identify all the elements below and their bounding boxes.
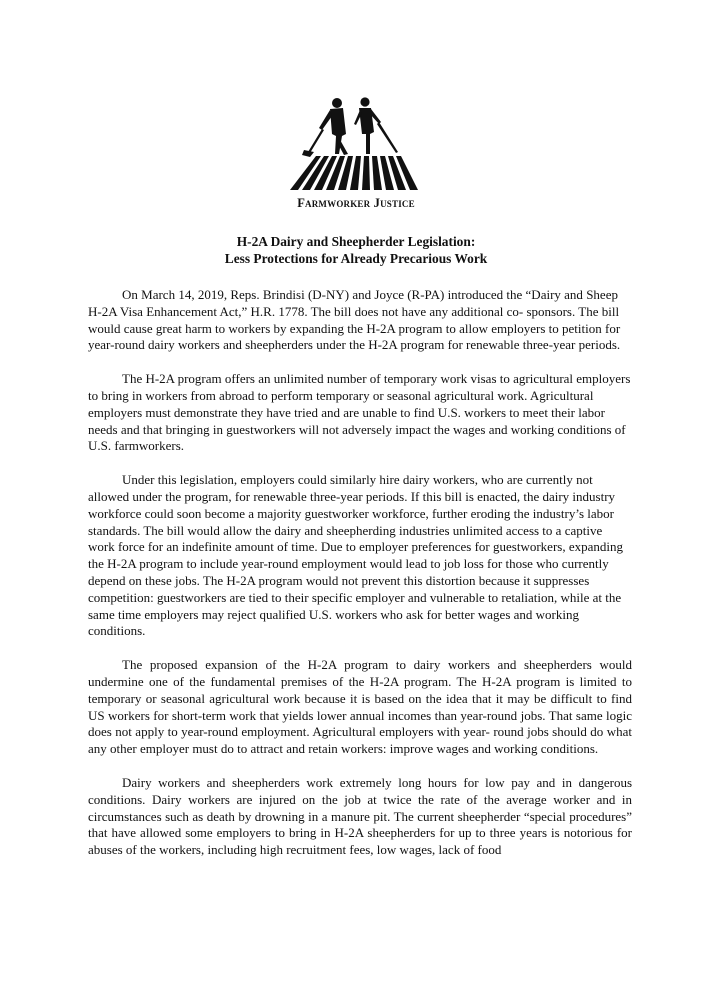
paragraph-line: not allowed under the program, for renewable three-year periods. If this bill is enacted, the dairy — [88, 472, 593, 504]
paragraph-line: The H-2A program offers an unlimited number of temporary work visas to agricultural — [122, 371, 574, 387]
paragraph-line: industry workforce could soon become a majority guestworker workforce, further eroding the — [88, 488, 616, 521]
organization-name: Farmworker Justice — [297, 196, 415, 210]
paragraph-line: to temporary or seasonal agricultural work because it is based on the idea that it may be difficult — [88, 673, 632, 706]
paragraph-line: to find US workers for short-term work that yields lower annual incomes than year-round jobs. — [88, 690, 632, 723]
paragraph-line: meet their labor needs and that bringing in guestworkers will not adversely impact the wages and — [88, 404, 605, 437]
paragraph-line: is notorious for abuses of the workers, including high recruitment fees, low wages, lack of food — [88, 825, 632, 858]
body-paragraph — [88, 287, 632, 354]
paragraph-line: employers to petition for year-round dairy workers and sheepherders under the H-2A program — [88, 320, 621, 353]
paragraph-line: loss for those who currently depend on these jobs. The H-2A program would not prevent this — [88, 556, 609, 588]
paragraph-line: Sheep H-2A Visa Enhancement Act,” H.R. 1778. The bill does not have any additional co- — [88, 287, 618, 319]
paragraph-line: access to a captive work force for an indefinite amount of time. Due to employer preferences for — [88, 522, 603, 555]
paragraph-line: That same logic does not apply to year-round employment. Agricultural employers with year- — [88, 707, 632, 740]
paragraph-line: round jobs should do what any other employer must do to attract and retain workers: improve — [88, 724, 632, 757]
paragraph-line: On March 14, 2019, Reps. Brindisi (D-NY) and Joyce (R-PA) introduced the “Dairy and — [122, 287, 583, 302]
paragraph-line: The proposed expansion of the H-2A program to dairy workers and sheepherders would — [122, 657, 632, 673]
paragraph-line: guestworkers, expanding the H-2A program to include year-round employment would lead to job — [88, 539, 623, 572]
paragraph-line: sponsors. The bill would cause great harm to workers by expanding the H-2A program to allow — [88, 303, 620, 336]
paragraph-line: working conditions of U.S. farmworkers. — [88, 421, 626, 454]
title-line-2: Less Protections for Already Precarious Work — [224, 251, 488, 266]
paragraph-line: for renewable three-year periods. — [447, 337, 621, 353]
paragraph-line: employers to bring in workers from abroad to perform temporary or seasonal agricultural work. — [88, 371, 631, 403]
body-paragraph — [88, 775, 632, 859]
body-paragraph — [88, 371, 632, 455]
paragraph-line: undermine one of the fundamental premises of the H-2A program. The H-2A program is limited — [88, 673, 617, 689]
document-title — [0, 233, 712, 267]
paragraph-line: distortion because it suppresses competition: guestworkers are tied to their specific employer and — [88, 572, 590, 605]
document-body — [88, 287, 632, 876]
title-line-1: H-2A Dairy and Sheepherder Legislation: — [236, 234, 476, 249]
body-paragraph — [88, 472, 632, 640]
paragraph-line: vulnerable to retaliation, while at the same time employers may reject qualified U.S. workers — [88, 589, 622, 622]
farmworker-silhouette-icon — [286, 94, 426, 194]
paragraph-line: procedures” that have allowed some employers to bring in H-2A sheepherders for up to three years — [88, 808, 633, 841]
farmworker-logo — [286, 94, 426, 194]
paragraph-line: who ask for better wages and working conditions. — [88, 606, 579, 639]
paragraph-line: circumstances such as death by drowning in a manure pit. The current sheepherder “special — [88, 808, 566, 824]
paragraph-line: Agricultural employers must demonstrate they have tried and are unable to find U.S. workers to — [88, 387, 594, 420]
body-paragraph — [88, 657, 632, 758]
paragraph-line: conditions. Dairy workers are injured on the job at twice the rate of the average worker and in — [88, 791, 632, 807]
paragraph-line: wages and working conditions. — [436, 741, 599, 757]
paragraph-line: Dairy workers and sheepherders work extremely long hours for low pay and in dangerous — [122, 774, 632, 790]
paragraph-line: industry’s labor standards. The bill would allow the dairy and sheepherding industries unlimited — [88, 505, 614, 538]
paragraph-line: Under this legislation, employers could similarly hire dairy workers, who are currently — [122, 472, 573, 488]
